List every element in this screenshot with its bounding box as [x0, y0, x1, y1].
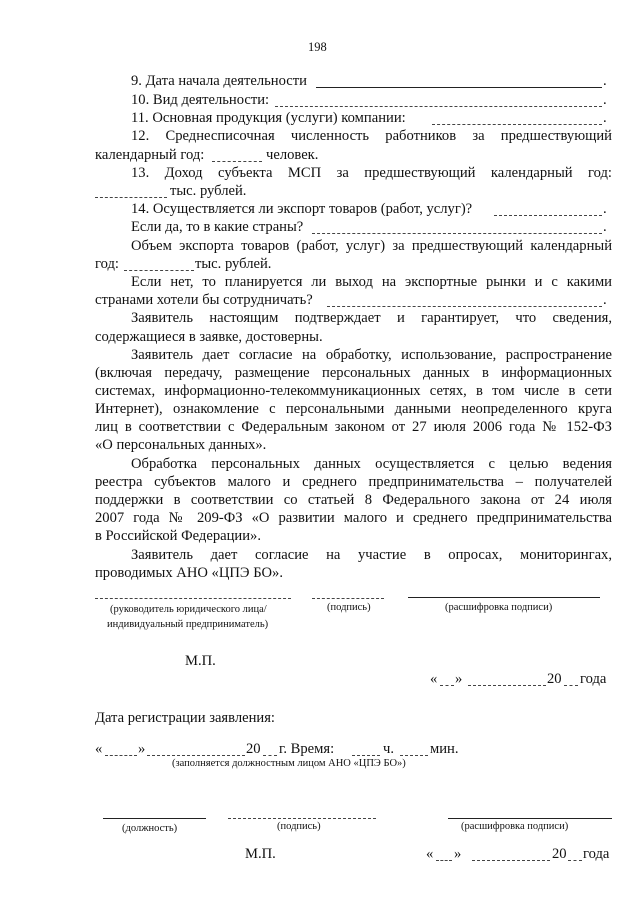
processing-line4: 2007 года № 209-ФЗ «О развитии малого и среднего предпринимательства: [95, 510, 612, 526]
q10-label: 10. Вид деятельности:: [131, 92, 270, 108]
head-caption-line2: индивидуальный предприниматель): [107, 619, 269, 630]
decoding-caption-1: (расшифровка подписи): [445, 602, 553, 613]
head-caption-line1: (руководитель юридического лица/: [110, 604, 267, 615]
consent-line3: системах, информационно-телекоммуникационных сетях, в том числе в сети: [95, 383, 612, 399]
consent-line6: «О персональных данных».: [95, 437, 267, 453]
registration-day-field[interactable]: [105, 755, 137, 756]
q10-activity-field[interactable]: [275, 106, 602, 107]
q13-label-line1: 13. Доход субъекта МСП за предшествующий календарный год:: [131, 165, 612, 181]
q13-income-field[interactable]: [95, 197, 167, 198]
q11-label: 11. Основная продукция (услуги) компании:: [131, 110, 406, 126]
surveys-line1: Заявитель дает согласие на участие в опросах, мониторингах,: [131, 547, 612, 563]
q14-label: 14. Осуществляется ли экспорт товаров (работ, услуг)?: [131, 201, 473, 217]
processing-line5: в Российской Федерации».: [95, 528, 261, 544]
consent-line1: Заявитель дает согласие на обработку, использование, распространение: [131, 347, 612, 363]
consent-line4: Интернет), ознакомление с персональными данными неопределенного круга: [95, 401, 612, 417]
q11-products-field[interactable]: [432, 124, 602, 125]
q14-volume-label-line2: год:: [95, 256, 119, 272]
surveys-line2: проводимых АНО «ЦПЭ БО».: [95, 565, 283, 581]
signature-line-1[interactable]: [312, 598, 384, 599]
head-name-line[interactable]: [95, 598, 291, 599]
stamp-2: М.П.: [245, 846, 276, 862]
position-caption: (должность): [122, 823, 178, 834]
stamp-1: М.П.: [185, 653, 216, 669]
q13-unit: тыс. рублей.: [170, 183, 247, 199]
decoding-caption-2: (расшифровка подписи): [461, 821, 569, 832]
date-month-field-1[interactable]: [468, 685, 546, 686]
position-line[interactable]: [103, 818, 206, 819]
year-label-2: года: [583, 846, 610, 862]
date-day-field-2[interactable]: [436, 860, 452, 861]
registration-time-label: г. Время:: [279, 741, 335, 757]
decoding-line-2[interactable]: [448, 818, 612, 819]
registration-title: Дата регистрации заявления:: [95, 710, 275, 726]
q14-export-field[interactable]: [494, 215, 602, 216]
registration-hours-field[interactable]: [352, 755, 380, 756]
confirm-line1: Заявитель настоящим подтверждает и гарантирует, что сведения,: [131, 310, 612, 326]
date-year-field-2[interactable]: [568, 860, 582, 861]
q14-volume-field[interactable]: [124, 270, 194, 271]
q14-plans-label-line2: странами хотели бы сотрудничать?: [95, 292, 313, 308]
processing-line3: поддержки в соответствии со статьей 8 Федерального закона от 24 июля: [95, 492, 612, 508]
q14-volume-unit: тыс. рублей.: [195, 256, 272, 272]
q14-countries-label: Если да, то в какие страны?: [131, 219, 304, 235]
signature-line-2[interactable]: [228, 818, 376, 819]
q12-headcount-field[interactable]: [212, 161, 262, 162]
page-number: 198: [308, 40, 327, 54]
registration-year-field[interactable]: [263, 755, 277, 756]
year-label-1: года: [580, 671, 607, 687]
date-year-field-1[interactable]: [564, 685, 578, 686]
confirm-line2: содержащиеся в заявке, достоверны.: [95, 329, 323, 345]
consent-line2: (включая передачу, размещение персональных данных в информационных: [95, 365, 612, 381]
processing-line1: Обработка персональных данных осуществляется с целью ведения: [131, 456, 612, 472]
processing-line2: реестра субъектов малого и среднего предпринимательства – получателей: [95, 474, 612, 490]
registration-note: (заполняется должностным лицом АНО «ЦПЭ БО»): [172, 758, 406, 769]
registration-minutes-field[interactable]: [400, 755, 428, 756]
q12-label-line1: 12. Среднесписочная численность работников за предшествующий: [131, 128, 612, 144]
q14-countries-field[interactable]: [312, 233, 602, 234]
date-month-field-2[interactable]: [472, 860, 550, 861]
q14-plans-label-line1: Если нет, то планируется ли выход на экспортные рынки и с какими: [131, 274, 612, 290]
consent-line5: лиц в соответствии с Федеральным законом от 27 июля 2006 года № 152-ФЗ: [95, 419, 612, 435]
q9-start-date-field[interactable]: [316, 87, 602, 88]
date-day-field-1[interactable]: [440, 685, 454, 686]
signature-caption-1: (подпись): [327, 602, 371, 613]
q14-plans-field[interactable]: [327, 306, 602, 307]
q12-unit: человек.: [266, 147, 319, 163]
q14-volume-label-line1: Объем экспорта товаров (работ, услуг) за предшествующий календарный: [131, 238, 612, 254]
decoding-line-1[interactable]: [408, 597, 600, 598]
q12-label-line2: календарный год:: [95, 147, 205, 163]
signature-caption-2: (подпись): [277, 821, 321, 832]
q9-label: 9. Дата начала деятельности: [131, 73, 307, 89]
registration-month-field[interactable]: [147, 755, 245, 756]
